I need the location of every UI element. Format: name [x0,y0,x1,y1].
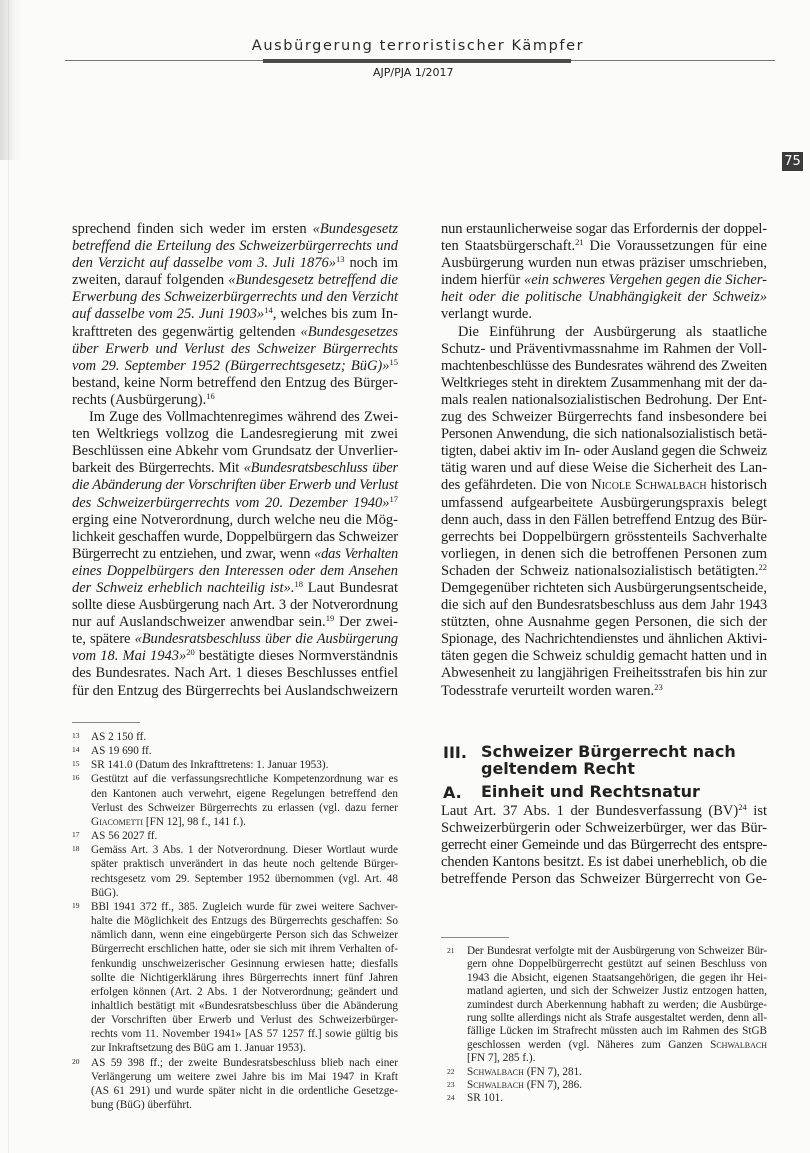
section-number: III. [443,743,467,762]
text-line [72,529,398,546]
text-line [72,614,398,631]
footnote-line [467,958,767,971]
paragraph [72,409,398,700]
text-line [441,477,767,494]
text-run[interactable]: ten Staatsbürgerschaft. [441,238,576,255]
text-line [441,221,767,238]
text-run[interactable]: historisch [706,477,768,494]
text-line [72,460,398,477]
footnote [72,829,398,843]
text-line [441,529,767,546]
text-run[interactable]: betreffende Person das Schweizer Bürgerrecht von Ge- [441,871,767,888]
footnote-text [91,843,398,900]
text-run[interactable]: Der Bundesrat verfolgte mit der Ausbürgerung von Schweizer Bür- [467,945,767,957]
footnote-line [91,999,398,1013]
footnote-text [91,744,398,758]
text-line [441,392,767,409]
text-run[interactable]: (FN 7), 286. [523,1079,583,1092]
text-run[interactable]: rechts (Ausbürgerung). [72,391,207,408]
text-line [441,614,767,631]
text-line [441,512,767,529]
italic-quote: vom 18. Mai 1943» [72,648,187,665]
footnote-line [91,815,398,829]
text-line [441,683,767,700]
text-run[interactable]: noch im [344,255,398,272]
text-run[interactable]: fällige Lücken im Strafrecht müssten auch im Rahmen des StGB [467,1025,767,1038]
subsection-title: Einheit und Rechtsnatur [481,782,700,801]
text-line [72,375,398,392]
footnote-line [467,1025,767,1038]
text-line [441,375,767,392]
text-run[interactable]: geschlossen werden (vgl. Näheres zum Ganzen [467,1038,711,1051]
footnote-separator-left [72,722,140,723]
text-run[interactable]: ist [746,803,767,819]
text-run[interactable]: Schutz- und Präventivmassnahme im Rahmen der Voll- [441,340,767,357]
footnote-number: 17 [72,830,80,840]
italic-quote: Erwerbung des Schweizerbürgerrechts und den Verzicht [72,289,398,306]
footnote [72,744,398,758]
footnote-text [91,1056,398,1113]
text-run[interactable]: gern ohne Doppelbürgerrecht gestützt auf seinen Beschluss von [467,958,767,971]
footnote-number: 24 [447,1093,455,1103]
text-run[interactable]: Gestützt auf die verfassungsrechtliche Kompetenzordnung war es [91,773,398,786]
text-line [72,443,398,460]
text-run[interactable]: AS 59 398 ff.; der zweite Bundesratsbeschluss blieb nach einer [91,1056,398,1069]
text-run[interactable]: rechts vom 11. November 1941» [AS 57 1257 ff.] sowie gültig bis [91,1028,398,1041]
paragraph [441,221,767,324]
footnote-line [467,1039,767,1052]
footnote-line [91,928,398,942]
text-run[interactable]: inhaltlich bestätigt mit «Bundesratsbeschluss über die Abänderung [91,999,398,1012]
text-run[interactable]: lichkeit geschaffen wurde, Doppelbürgern das Schweizer [72,528,398,545]
footnote [447,1092,767,1105]
text-line [441,871,767,888]
text-run[interactable]: sprechend finden sich weder im ersten [72,221,313,237]
italic-quote: betreffend die Erteilung des Schweizerbürgerrechts und [72,238,398,255]
footnote-number: 16 [72,773,80,783]
subsection-number: A. [443,783,462,802]
text-run[interactable]: ten Weltkriegs vollzog die Landesregierung mit zwei [72,426,398,443]
italic-quote: «Bundesratsbeschluss über die Ausbürgerung [134,631,399,648]
text-run[interactable]: halte die Möglichkeit des Entzugs des Bürgerrechts geschaffen: So [91,915,398,928]
footnote-text [91,730,398,744]
italic-quote: auf dasselbe vom 25. Juni 1903» [72,306,265,323]
footnote-text [467,1079,767,1092]
text-line [441,648,767,665]
text-line [72,683,398,700]
text-run[interactable]: BBl 1941 372 ff., 385. Zugleich wurde für zwei weitere Sachver- [91,900,398,913]
text-run[interactable]: SR 141.0 (Datum des Inkrafttretens: 1. Januar 1953). [91,759,329,772]
text-line [72,648,398,665]
text-run[interactable]: Die Voraussetzungen für eine [583,238,767,255]
footnote-text [467,1066,767,1079]
text-run[interactable]: Ausbürgerung wurden nun etwas präziser umschrieben, [441,255,767,272]
text-run[interactable]: barkeit des Bürgerrechts. Mit [72,460,244,477]
text-run[interactable]: (AS 61 291) und wurde später nicht in die ordentliche Gesetzge- [91,1084,398,1097]
text-line [441,272,767,289]
text-run[interactable]: rung sollte allerdings nicht als Strafe ausgestaltet werden, denn all- [467,1012,767,1025]
text-line [72,665,398,682]
text-run[interactable]: bestand, keine Norm betreffend den Entzug des Bürger- [72,374,398,391]
text-run[interactable]: nun erstaunlicherweise sogar das Erfordernis der doppel- [441,221,767,237]
text-line [72,512,398,529]
text-run[interactable]: später praktisch unverändert in das heute noch geltende Bürger- [91,858,398,871]
footnote-line [467,1012,767,1025]
paragraph [441,324,767,700]
footnote-number: 22 [447,1066,455,1076]
text-line [441,665,767,682]
footnote-line [467,1052,767,1065]
text-run[interactable]: indem hierfür [441,272,524,289]
text-run[interactable]: umfassend aufgearbeitete Ausbürgerungspraxis belegt [441,494,767,511]
footnote [72,1056,398,1113]
footnote-number: 14 [72,745,80,755]
footnote [447,1066,767,1079]
text-line [441,803,767,820]
italic-quote: vom 29. September 1952 (Bürgerrechtsgesetz; BüG)» [72,357,390,374]
text-run[interactable]: zweiten, darauf folgenden [72,272,229,289]
footnote [447,945,767,1066]
text-line [441,563,767,580]
text-line [441,238,767,255]
footnote-text [91,758,398,772]
footnote-line [91,1084,398,1098]
text-run[interactable]: des gefährdeten. Die von [441,477,592,494]
footnote [72,843,398,900]
right-column-body [441,221,767,700]
text-run[interactable]: Demgegenüber richteten sich Ausbürgerungsentscheide, [441,579,767,596]
footnote-reference[interactable]: 19 [325,613,335,624]
text-line [72,580,398,597]
italic-quote: «ein schweres Vergehen gegen die Sicher- [523,272,767,289]
text-run[interactable]: stützten, ohne Ausnahme gegen Personen, die sich der [441,614,767,631]
text-run[interactable]: Bürgerrecht erschlichen hatte, oder sie sich mit ihrem Verhalten of- [91,943,398,956]
footnote-text [467,1092,767,1105]
text-line [72,409,398,426]
italic-quote: den Verzicht auf dasselbe vom 3. Juli 1876» [72,255,337,272]
footnote-reference[interactable]: 22 [758,561,767,572]
footnote-line [91,985,398,999]
text-run[interactable]: denn auch, dass in den Fällen betreffend Entzug des Bür- [441,511,767,528]
left-column-body [72,221,398,700]
footnote-line [467,1066,767,1079]
text-run[interactable]: Schaden der Schweiz nationalsozialistisch betätigten. [441,562,759,579]
text-line [72,341,398,358]
footnote-text [91,772,398,829]
text-run[interactable]: die sich auf den Bundesratsbeschluss aus dem Jahr 1943 [441,597,767,614]
footnote-line [91,772,398,786]
footnote-line [91,758,398,772]
text-line [441,580,767,597]
text-run[interactable]: zur Inkraftsetzung des BüG am 1. Januar 1953). [91,1042,306,1055]
section-title-line-1: Schweizer Bürgerrecht nach [481,742,736,761]
text-run[interactable]: Die Einführung der Ausbürgerung als staatliche [458,323,767,340]
text-line [441,409,767,426]
text-run[interactable]: AS 2 150 ff. [91,731,147,743]
text-run[interactable]: [FN 12], 98 f., 141 f.). [143,815,246,828]
page-number: 75 [782,152,803,171]
text-line [441,443,767,460]
text-run[interactable]: machtenbeschlüsse des Bundesrates während des Zweiten [441,357,767,374]
text-run[interactable]: Spionage, des Nachrichtendienstes und ähnlichen Aktivi- [441,631,767,648]
text-run[interactable]: matland agierten, und sich der Schweizer Justiz entzogen hatten, [467,985,767,998]
footnote-line [91,1098,398,1112]
text-run[interactable]: zumindest durch Aberkennung habhaft zu werden; die Ausbürge- [467,998,767,1011]
text-run[interactable]: 1943 die Absicht, eigenen Staatsangehörigen, die gegen ihr Hei- [467,971,767,984]
text-run[interactable]: Verlust des Schweizer Bürgerrechts zu erlassen (vgl. dazu ferner [91,801,398,814]
footnote [72,758,398,772]
italic-quote: «das Verhalten [314,545,398,562]
footnote [72,900,398,1056]
text-line [441,597,767,614]
footnote-line [91,829,398,843]
section-heading [443,743,769,777]
text-run[interactable]: Laut Art. 37 Abs. 1 der Bundesverfassung (BV) [441,803,739,819]
footnote-line [467,972,767,985]
footnote-line [91,801,398,815]
text-run[interactable]: gerrecht einer Gemeinde und das Bürgerrecht des entspre- [441,837,767,854]
scan-edge-line [8,0,9,1153]
paragraph [441,803,767,888]
footnote [72,772,398,829]
footnote-line [91,900,398,914]
footnote-reference[interactable]: 18 [294,578,303,589]
text-run[interactable]: für den Entzug des Bürgerrechts bei Auslandschweizern [72,682,398,699]
text-run[interactable]: sollte die Nichtigerklärung ihres Bürgerrechts innert fünf Jahren [91,971,398,984]
footnote-text [91,829,398,843]
text-line [441,324,767,341]
footnote-line [91,914,398,928]
italic-quote: «Bundesratsbeschluss über [243,460,398,477]
italic-quote: eines Doppelbürgers den Interessen oder dem Ansehen [72,562,398,579]
text-run[interactable]: fenkundig unschweizerischer Gesinnung erwiesen hatte; diesfalls [91,957,398,970]
footnote-number: 18 [72,844,80,854]
text-line [72,563,398,580]
footnote-line [91,872,398,886]
author-name: Nicole Schwalbach [591,477,707,494]
subsection-heading [443,783,769,800]
text-line [72,324,398,341]
text-run[interactable]: den Kantonen auch verwehrt, eigene Regelungen betreffend den [91,787,398,800]
text-run[interactable]: der Vorschriften über Erwerb und Verlust des Schweizerbürger- [91,1014,398,1027]
author-name: Schwalbach [467,1079,524,1092]
footnote-line [467,945,767,958]
italic-quote: der Schweiz erheblich nachteilig ist». [72,579,295,596]
footnote-reference[interactable]: 20 [186,647,195,658]
footnote-line [91,1070,398,1084]
text-run[interactable]: Personen Anwendung, die sich nationalsozialistisch betä- [441,426,767,443]
text-run[interactable]: sollte diese Ausbürgerung nach Art. 3 der Notverordnung [72,597,398,614]
text-line [72,238,398,255]
text-line [441,495,767,512]
text-run[interactable]: (FN 7), 281. [523,1065,583,1078]
text-line [441,426,767,443]
text-run[interactable]: Weltkrieges steht in direktem Zusammenhang mit der da- [441,374,767,391]
footnote-number: 20 [72,1056,80,1066]
footnote-line [91,971,398,985]
footnote-line [467,999,767,1012]
text-run[interactable]: AS 19 690 ff. [91,745,152,758]
text-line [441,306,767,323]
text-run[interactable]: vorliegen, in denen sich die betroffenen Personen zum [441,545,767,562]
text-run[interactable]: [FN 7], 285 f.). [467,1052,536,1065]
text-run[interactable]: krafttreten des gegenwärtig geltenden [72,323,301,340]
italic-quote: «Bundesgesetz betreffend die [228,272,398,289]
scan-shadow [0,0,22,160]
italic-quote: über Erwerb und Verlust des Schweizer Bürgerrechts [72,340,398,357]
text-line [72,255,398,272]
text-run[interactable]: tigten, dabei aktiv im In- oder Ausland gegen die Schweiz [441,443,767,460]
footnote-separator-right [441,937,509,938]
text-run[interactable]: des Bundesrates. Nach Art. 1 dieses Beschlusses entfiel [72,665,398,682]
footnote-number: 21 [447,946,455,955]
italic-quote: heit oder die politische Unabhängigkeit der Schweiz» [441,289,767,306]
footnote-line [91,942,398,956]
footnote-line [91,843,398,857]
text-run[interactable]: mals realen nationalsozialistischen Bedrohung. Der Ent- [441,391,767,408]
text-line [72,358,398,375]
text-line [72,597,398,614]
footnote-reference[interactable]: 14 [264,305,273,316]
text-line [441,631,767,648]
text-run[interactable]: Gemäss Art. 3 Abs. 1 der Notverordnung. Dieser Wortlaut wurde [91,844,398,857]
italic-quote: «Bundesgesetz [312,221,398,237]
text-line [441,837,767,854]
text-line [72,289,398,306]
text-run[interactable]: SR 101. [467,1092,504,1105]
text-run[interactable]: verlangt wurde. [441,306,532,323]
footnote-line [91,857,398,871]
footnote-reference[interactable]: 21 [575,237,584,248]
text-run[interactable]: täten gegen die Schweiz schuldig gemacht hatten und in [441,648,767,665]
footnote-line [467,1079,767,1092]
footnote-number: 19 [72,900,80,910]
text-run[interactable]: AS 56 2027 ff. [91,830,158,843]
text-run[interactable]: Laut Bundesrat [302,579,398,596]
footnote-line [91,1013,398,1027]
text-run[interactable]: rechtsgesetz vom 29. September 1952 übernommen (vgl. Art. 48 [91,872,398,885]
footnote-number: 23 [447,1080,455,1090]
footnote-reference[interactable]: 17 [389,493,398,504]
footnotes-right [447,945,767,1106]
footnote-line [91,1056,398,1070]
text-run[interactable]: gerrechts bei Doppelbürgern grösstenteils Sachverhalte [441,528,767,545]
text-run[interactable]: Todesstrafe verurteilt worden waren. [441,682,655,699]
text-line [441,460,767,477]
text-line [72,631,398,648]
text-line [441,820,767,837]
footnote-reference[interactable]: 24 [738,802,747,812]
text-run[interactable]: bestätigte dieses Normverständnis [194,648,399,665]
text-line [72,306,398,323]
text-line [441,255,767,272]
footnotes-left [72,730,398,1112]
footnote-reference[interactable]: 15 [389,356,398,367]
running-header-title: Ausbürgerung terroristischer Kämpfer [251,38,585,54]
footnote-line [91,1027,398,1041]
section-title-line-2: geltendem Recht [481,759,635,778]
footnote [72,730,398,744]
text-line [441,854,767,871]
text-run[interactable]: Abwesenheit zu langjährigen Freiheitsstrafen bis hin zur [441,665,767,682]
text-run[interactable]: BüG). [91,886,119,899]
footnote-line [91,730,398,744]
footnote-reference[interactable]: 23 [654,681,663,692]
text-run[interactable]: nämlich dann, wenn eine eingebürgerte Person sich das Schweizer [91,929,398,942]
footnote-number: 15 [72,759,80,769]
text-line [72,221,398,238]
text-line [72,426,398,443]
footnote [447,1079,767,1092]
text-run[interactable]: bung (BüG) überführt. [91,1099,192,1112]
author-name: Schwalbach [710,1038,767,1051]
text-line [441,546,767,563]
text-line [441,341,767,358]
text-run[interactable]: zug des Schweizer Bürgerrechts fand insbesondere bei [441,409,767,426]
footnote-reference[interactable]: 16 [206,390,215,401]
text-run[interactable]: , welches bis zum In- [272,306,398,323]
text-run[interactable]: Beschlüssen eine Abkehr vom Grundsatz der Unverlier- [72,443,398,460]
footnote-line [91,744,398,758]
footnote-line [467,985,767,998]
italic-quote: «Bundesgesetzes [300,323,398,340]
text-line [72,495,398,512]
italic-quote: die Abänderung der Vorschriften über Erwerb und Verlust [72,477,398,494]
text-line [72,477,398,494]
footnote-text [467,945,767,1066]
footnote-line [467,1092,767,1105]
text-run[interactable]: erfolgen können (Art. 2 Abs. 1 der Notverordnung; geändert und [91,985,398,998]
right-column-body-2 [441,803,767,888]
footnote-number: 13 [72,731,80,740]
text-run[interactable]: tätig waren und auf diese Weise die Sicherheit des Lan- [441,460,767,477]
journal-issue: AJP/PJA 1/2017 [373,66,454,79]
footnote-line [91,1041,398,1055]
text-run[interactable]: nur auf Auslandschweizer anwendbar sein. [72,614,326,631]
footnote-text [91,900,398,1056]
text-run[interactable]: erging eine Notverordnung, durch welche neu die Mög- [72,511,398,528]
paragraph [72,221,398,409]
text-line [441,289,767,306]
text-run[interactable]: Verlängerung um weitere zwei Jahre bis im Mai 1947 in Kraft [91,1070,398,1083]
text-line [441,358,767,375]
text-line [72,392,398,409]
author-name: Schwalbach [467,1065,524,1078]
footnote-line [91,957,398,971]
header-bar [263,59,571,63]
text-run[interactable]: Bürgerrecht zu entziehen, und zwar, wenn [72,545,315,562]
text-line [72,546,398,563]
italic-quote: des Schweizerbürgerrechts vom 20. Dezember 1940» [72,494,390,511]
text-run[interactable]: Im Zuge des Vollmachtenregimes während des Zwei- [89,409,398,426]
text-run[interactable]: chenden Kantons besitzt. Es ist dabei unerheblich, ob die [441,854,767,871]
text-run[interactable]: Der zwei- [334,614,398,631]
footnote-line [91,787,398,801]
text-line [72,272,398,289]
author-name: Giacometti [91,815,144,828]
text-run[interactable]: te, spätere [72,631,135,648]
footnote-reference[interactable]: 13 [336,254,345,265]
footnote-line [91,886,398,900]
text-run[interactable]: Schweizerbürgerin oder Schweizerbürger, wer das Bür- [441,820,767,837]
